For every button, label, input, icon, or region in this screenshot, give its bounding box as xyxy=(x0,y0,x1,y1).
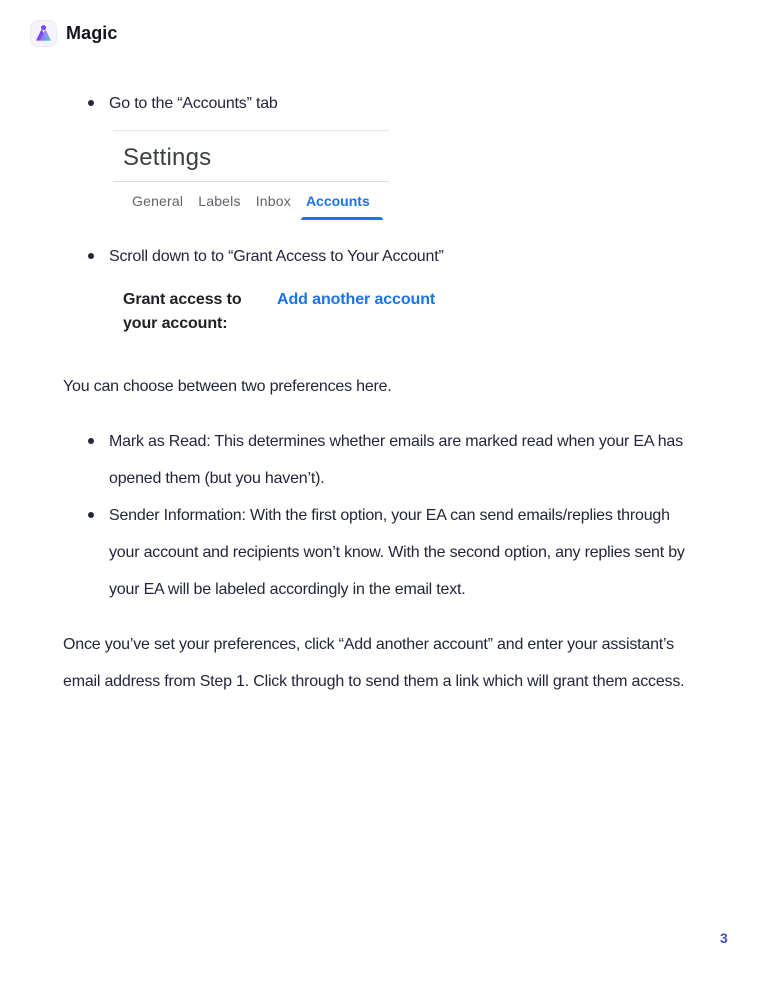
tab-accounts[interactable]: Accounts xyxy=(305,193,370,209)
tab-labels[interactable]: Labels xyxy=(198,193,241,209)
grant-access-label-line1: Grant access to xyxy=(123,291,242,308)
text-line: Mark as Read: This determines whether emails are marked read when your EA has xyxy=(109,433,683,450)
bullet-item-scroll-down: Scroll down to to “Grant Access to Your Account” xyxy=(109,248,444,265)
text-line: your EA will be labeled accordingly in the email text. xyxy=(109,581,466,598)
text-line: email address from Step 1. Click through to send them a link which will grant them access. xyxy=(63,673,685,690)
magic-logo-text: Magic xyxy=(66,23,118,43)
bullet-marker xyxy=(88,100,94,106)
tab-general[interactable]: General xyxy=(132,193,184,209)
gmail-settings-screenshot xyxy=(113,130,389,225)
settings-title: Settings xyxy=(123,144,212,171)
add-another-account-link[interactable]: Add another account xyxy=(277,291,436,308)
bullet-marker xyxy=(88,438,94,444)
paragraph-final-instructions xyxy=(63,626,684,700)
bullet-item-accounts-tab: Go to the “Accounts” tab xyxy=(109,95,278,112)
text-line: Once you’ve set your preferences, click “Add another account” and enter your assistant’s xyxy=(63,636,674,653)
screenshot-top-edge xyxy=(113,130,389,131)
settings-tab-bar xyxy=(113,182,389,209)
paragraph-preferences-intro: You can choose between two preferences here. xyxy=(63,378,392,395)
text-line: opened them (but you haven’t). xyxy=(109,470,325,487)
tab-inbox[interactable]: Inbox xyxy=(255,193,291,209)
bullet-item-mark-as-read xyxy=(109,423,683,497)
grant-access-label xyxy=(123,288,277,336)
text-line: Sender Information: With the first option, your EA can send emails/replies through xyxy=(109,507,670,524)
magic-logo xyxy=(30,20,118,47)
grant-access-label-line2: your account: xyxy=(123,315,228,332)
page-number: 3 xyxy=(720,930,728,946)
bullet-item-sender-information xyxy=(109,497,685,608)
bullet-marker xyxy=(88,253,94,259)
magic-logo-icon xyxy=(30,20,57,47)
bullet-marker xyxy=(88,512,94,518)
grant-access-screenshot xyxy=(123,288,435,336)
active-tab-underline xyxy=(301,217,383,220)
text-line: your account and recipients won’t know. With the second option, any replies sent by xyxy=(109,544,685,561)
